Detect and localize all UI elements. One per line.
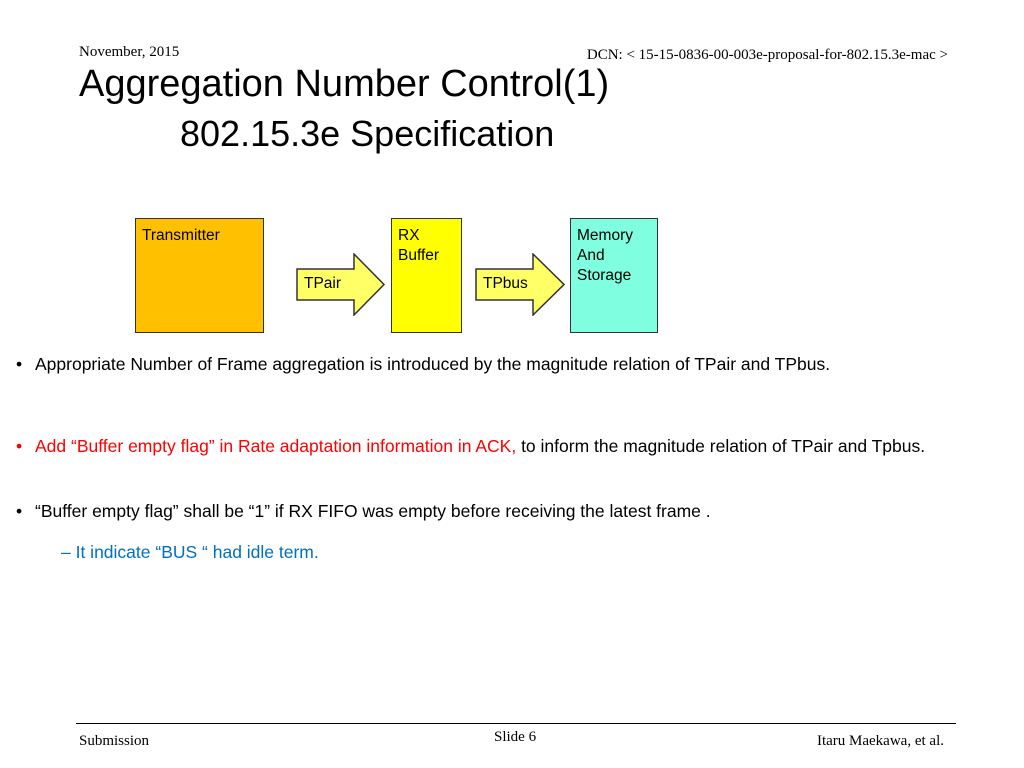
rx-buffer-label-line1: RX	[398, 227, 420, 244]
bullet-buffer-flag-rest-text: to inform the magnitude relation of TPair and Tpbus.	[516, 436, 926, 456]
footer-slide-number: Slide 6	[494, 729, 537, 745]
memory-storage-box	[570, 218, 658, 333]
tpbus-label: TPbus	[483, 275, 528, 292]
memory-label-line3: Storage	[577, 267, 632, 284]
transmitter-label: Transmitter	[142, 227, 220, 244]
footer-submission: Submission	[79, 733, 150, 749]
rx-buffer-box	[391, 218, 462, 333]
bullet-buffer-flag-red-text: Add “Buffer empty flag” in Rate adaptation information in ACK,	[35, 436, 517, 456]
footer-author: Itaru Maekawa, et al.	[816, 733, 944, 749]
tpair-arrow	[296, 253, 385, 316]
memory-label-line1: Memory	[577, 227, 633, 244]
bullet-dot: •	[16, 436, 23, 456]
rx-buffer-label-line2: Buffer	[398, 247, 440, 264]
tpair-label: TPair	[304, 275, 342, 292]
transmitter-box	[135, 218, 264, 333]
sub-bullet-idle-term: – It indicate “BUS “ had idle term.	[61, 542, 319, 562]
header-date: November, 2015	[79, 44, 180, 60]
memory-label-line2: And	[577, 247, 605, 264]
bullet-flag-rule-text: “Buffer empty flag” shall be “1” if RX FIFO was empty before receiving the latest frame .	[35, 501, 711, 521]
slide-title: Aggregation Number Control(1)	[79, 63, 610, 105]
bullet-buffer-flag-text	[35, 434, 1000, 458]
bullet-aggregation-text: Appropriate Number of Frame aggregation is introduced by the magnitude relation of TPair and TPbus.	[35, 354, 831, 374]
header-dcn: DCN: < 15-15-0836-00-003e-proposal-for-802.15.3e-mac >	[586, 47, 948, 63]
bullet-dot: •	[16, 501, 23, 521]
tpbus-arrow	[475, 253, 565, 316]
footer-divider	[76, 723, 956, 724]
slide-subtitle: 802.15.3e Specification	[180, 113, 555, 154]
bullet-dot: •	[16, 354, 23, 374]
